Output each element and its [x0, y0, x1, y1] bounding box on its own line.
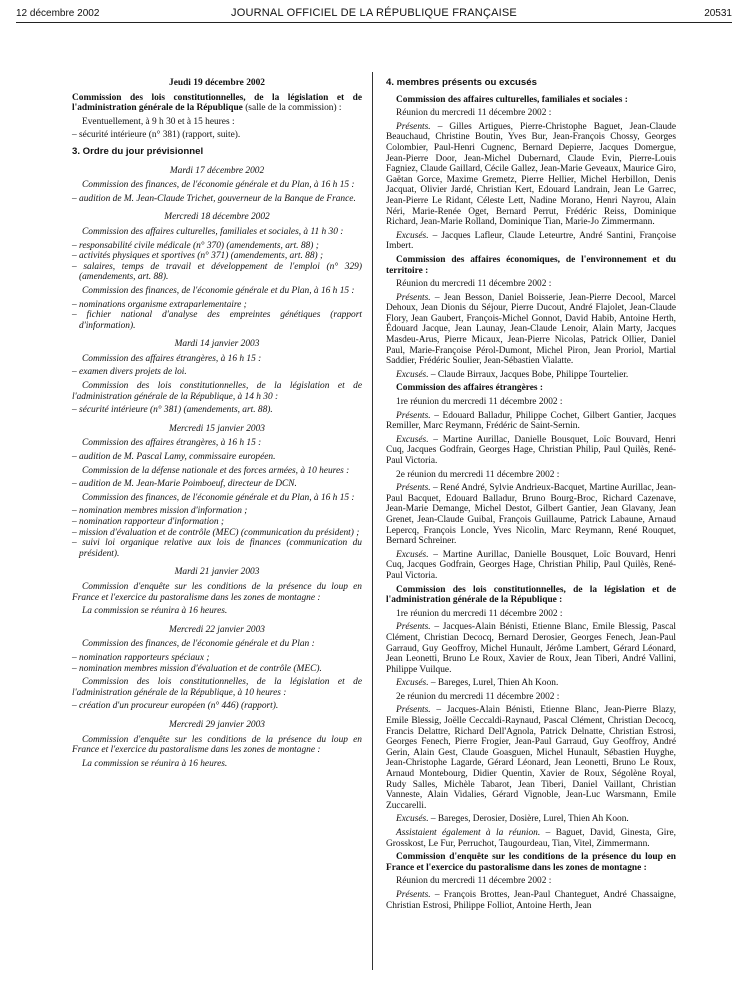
- agenda-item: – examen divers projets de loi.: [72, 367, 187, 378]
- agenda-item: – responsabilité civile médicale (n° 370) (amendements, art. 88) ;: [72, 240, 319, 251]
- date-heading: Mercredi 18 décembre 2002: [164, 212, 270, 223]
- left-column: [72, 78, 362, 772]
- agenda-item: – nomination membres mission d'information ;: [72, 506, 248, 517]
- agenda-item: – nomination rapporteur d'information ;: [72, 517, 225, 527]
- agenda-item: – fichier national d'analyse des empreintes génétiques (rapport d'information).: [72, 310, 362, 331]
- header-page-number: 20531: [704, 8, 732, 19]
- commission-line: Commission d'enquête sur les conditions de la présence du loup en France et l'exercice du pastoralisme dans les zones de montagne :: [72, 734, 362, 756]
- header-rule: [16, 22, 732, 23]
- present-list: Présents. – Gilles Artigues, Pierre-Christophe Baguet, Jean-Claude Beauchaud, Christine Boutin, Yves Bur, Jean-François Chossy, Georges Colombier, Paul-Henri Cugnenc, Bernard Depierre, Jacques Domergue, Jean-Pierre Door, Jean-Michel Dubernard, Claude Evin, Pierre-Louis Fagniez, Claude Gaillard, Cécile Gallez, Jean-Marie Geveaux, Maurice Giro, Gaëtan Gorce, Maxime Gremetz, Pierre Hellier, Michel Herbillon, Denis Jacquat, Olivier Jardé, Christian Kert, Edouard Landrain, Jean Le Garrec, Jean-Pierre Le Ridant, Céleste Lett, Nadine Morano, Henri Nayrou, Alain Néri, Marie-Renée Oget, Bernard Perrut, Frédéric Reiss, Dominique Richard, Jean-Marie Rolland, Dominique Tian, Marie-Jo Zimmermann.: [386, 121, 676, 228]
- commission-line: Commission de la défense nationale et des forces armées, à 10 heures :: [82, 465, 350, 476]
- header-date: 12 décembre 2002: [16, 8, 100, 19]
- present-list: Présents. – François Brottes, Jean-Paul Chanteguet, André Chassaigne, Christian Estrosi, Philippe Folliot, Antoine Herth, Jean: [386, 889, 676, 911]
- agenda-item: – activités physiques et sportives (n° 371) (amendements, art. 88) ;: [72, 251, 324, 262]
- commission-heading: Commission des lois constitutionnelles, de la législation et de l'administration générale de la République :: [386, 584, 676, 606]
- agenda-item: – nominations organisme extraparlementaire ;: [72, 299, 247, 310]
- date-heading: Mardi 17 décembre 2002: [169, 165, 265, 176]
- present-list: Présents. – Edouard Balladur, Philippe Cochet, Gilbert Gantier, Jacques Remiller, Marc Reymann, Frédéric de Saint-Sernin.: [386, 410, 676, 432]
- commission-heading: Commission des lois constitutionnelles, de la législation et de l'administration générale de la République (salle de la commission) :: [72, 92, 362, 114]
- commission-line: Commission des affaires étrangères, à 16 h 15 :: [82, 353, 262, 364]
- agenda-item: – nomination rapporteurs spéciaux ;: [72, 652, 210, 663]
- commission-line: Commission des affaires culturelles, familiales et sociales, à 11 h 30 :: [82, 226, 344, 237]
- agenda-item: – audition de M. Jean-Claude Trichet, gouverneur de la Banque de France.: [72, 193, 356, 204]
- excused-list: Excusés. – Bareges, Lurel, Thien Ah Koon.: [396, 678, 559, 689]
- commission-heading: Commission des affaires économiques, de l'environnement et du territoire :: [386, 254, 676, 276]
- meeting-line: 2e réunion du mercredi 11 décembre 2002 :: [396, 469, 560, 480]
- date-heading: Mercredi 22 janvier 2003: [169, 624, 265, 635]
- date-heading: Mardi 14 janvier 2003: [174, 339, 260, 350]
- header-title: JOURNAL OFFICIEL DE LA RÉPUBLIQUE FRANÇAISE: [231, 7, 517, 19]
- agenda-item: – mission d'évaluation et de contrôle (MEC) (communication du président) ;: [72, 527, 360, 538]
- commission-heading: Commission des affaires étrangères :: [396, 383, 544, 394]
- excused-list: Excusés. – Bareges, Derosier, Dosière, Lurel, Thien Ah Koon.: [396, 814, 629, 825]
- meeting-time: Eventuellement, à 9 h 30 et à 15 heures :: [82, 116, 235, 127]
- commission-heading: Commission des affaires culturelles, familiales et sociales :: [396, 94, 628, 105]
- agenda-list: [72, 300, 362, 332]
- agenda-item: – sécurité intérieure (n° 381) (rapport, suite).: [72, 130, 241, 141]
- commission-line: Commission des lois constitutionnelles, de la législation et de l'administration générale de la République, à 10 heures :: [72, 677, 362, 698]
- agenda-item: – audition de M. Jean-Marie Poimboeuf, directeur de DCN.: [72, 479, 297, 490]
- agenda-note: La commission se réunira à 16 heures.: [82, 606, 228, 617]
- date-heading: Mercredi 29 janvier 2003: [169, 719, 265, 730]
- agenda-item: – suivi loi organique relative aux lois de finances (communication du président).: [72, 538, 362, 559]
- excused-list: Excusés. – Jacques Lafleur, Claude Leteurtre, André Santini, Françoise Imbert.: [386, 230, 676, 252]
- meeting-line: Réunion du mercredi 11 décembre 2002 :: [396, 108, 552, 119]
- meeting-line: 1re réunion du mercredi 11 décembre 2002 :: [396, 397, 563, 408]
- meeting-line: 1re réunion du mercredi 11 décembre 2002 :: [396, 608, 563, 619]
- date-heading: Jeudi 19 décembre 2002: [169, 78, 265, 88]
- agenda-list: [72, 653, 362, 674]
- agenda-list: [72, 130, 362, 141]
- commission-line: Commission des finances, de l'économie générale et du Plan :: [82, 639, 315, 650]
- agenda-item: – nomination membres mission d'évaluation et de contrôle (MEC).: [72, 663, 322, 674]
- agenda-list: [72, 506, 362, 559]
- meeting-line: Réunion du mercredi 11 décembre 2002 :: [396, 279, 552, 290]
- commission-line: Commission des finances, de l'économie générale et du Plan, à 16 h 15 :: [82, 285, 355, 296]
- meeting-line: Réunion du mercredi 11 décembre 2002 :: [396, 876, 552, 887]
- present-list: Présents. – René André, Sylvie Andrieux-Bacquet, Martine Aurillac, Jean-Paul Bacquet, Edouard Balladur, Bruno Bourg-Broc, Richard Cazenave, Jean-Marie Demange, Michel Destot, Gilbert Gantier, Jean Glavany, Jean Grenet, Jean-Claude Guibal, François Guillaume, Patrick Labaune, Arnaud Lepercq, François Loncle, Yves Nicolin, Marc Reymann, René Rouquet, Bernard Schreiner.: [386, 483, 676, 547]
- commission-line: Commission des finances, de l'économie générale et du Plan, à 16 h 15 :: [82, 492, 355, 503]
- excused-list: Excusés. – Claude Birraux, Jacques Bobe, Philippe Tourtelier.: [396, 369, 629, 380]
- agenda-item: – salaires, temps de travail et développement de l'emploi (n° 329) (amendements, art. 88).: [72, 261, 362, 283]
- present-list: Présents. – Jacques-Alain Bénisti, Etienne Blanc, Emile Blessig, Pascal Clément, Christian Decocq, Bernard Derosier, Georges Fenech, Jean-Paul Garraud, Guy Geoffroy, Michel Hunault, Jérôme Lambert, Gérard Léonard, Jean Leonetti, Bruno Le Roux, Xavier de Roux, Jean Tiberi, André Vallini, Philippe Vuilque.: [386, 622, 676, 675]
- meeting-line: 2e réunion du mercredi 11 décembre 2002 :: [396, 691, 560, 702]
- section-heading-4: 4. membres présents ou excusés: [386, 77, 537, 88]
- excused-list: Excusés. – Martine Aurillac, Danielle Bousquet, Loïc Bouvard, Henri Cuq, Jacques Godfrain, Georges Hage, Christian Philip, Paul Quilès, René-Paul Victoria.: [386, 549, 676, 581]
- agenda-item: – création d'un procureur européen (n° 446) (rapport).: [72, 701, 279, 712]
- date-heading: Mercredi 15 janvier 2003: [169, 423, 265, 434]
- section-heading-3: 3. Ordre du jour prévisionnel: [72, 145, 204, 157]
- commission-line: Commission des affaires étrangères, à 16 h 15 :: [82, 438, 262, 449]
- excused-list: Excusés. – Martine Aurillac, Danielle Bousquet, Loïc Bouvard, Henri Cuq, Jacques Godfrain, Georges Hage, Christian Philip, Paul Quilès, René-Paul Victoria.: [386, 434, 676, 466]
- agenda-list: [72, 241, 362, 283]
- agenda-list: [72, 194, 362, 205]
- agenda-list: [72, 452, 362, 463]
- commission-line: Commission d'enquête sur les conditions de la présence du loup en France et l'exercice du pastoralisme dans les zones de montagne :: [72, 581, 362, 603]
- agenda-item: – audition de M. Pascal Lamy, commissaire européen.: [72, 452, 276, 463]
- commission-heading: Commission d'enquête sur les conditions de la présence du loup en France et l'exercice du pastoralisme dans les zones de montagne :: [386, 852, 676, 873]
- date-heading: Mardi 21 janvier 2003: [174, 567, 260, 578]
- agenda-list: [72, 367, 362, 378]
- present-list: Présents. – Jacques-Alain Bénisti, Etienne Blanc, Jean-Pierre Blazy, Emile Blessig, Joëlle Ceccaldi-Raynaud, Pascal Clément, Christian Decocq, Francis Delattre, Richard Dell'Agnola, Patrick Delnatte, Christian Estrosi, Georges Fenech, Pierre Frogier, Jean-Paul Garraud, Guy Geoffroy, André Gerin, Alain Gest, Claude Goasguen, Michel Hunault, Sébastien Huyghe, Jean-Christophe Lagarde, Gérard Léonard, Jean Leonetti, Bruno Le Roux, Arnaud Montebourg, Didier Quentin, Xavier de Roux, Ségolène Royal, Rudy Salles, Michèle Tabarot, Jean Tiberi, Daniel Vaillant, Christian Vanneste, Alain Vidalies, Gérard Vignoble, Jean-Luc Warsmann, Emile Zuccarelli.: [386, 705, 676, 811]
- agenda-list: [72, 701, 362, 712]
- agenda-list: [72, 479, 362, 490]
- commission-line: Commission des lois constitutionnelles, de la législation et de l'administration générale de la République, à 14 h 30 :: [72, 381, 362, 402]
- attendees-list: Assistaient également à la réunion. – Baguet, David, Ginesta, Gire, Grosskost, Le Fur, Perruchot, Taugourdeau, Tian, Vitel, Zimmermann.: [386, 828, 677, 849]
- agenda-note: La commission se réunira à 16 heures.: [82, 758, 228, 769]
- commission-line: Commission des finances, de l'économie générale et du Plan, à 16 h 15 :: [82, 180, 355, 191]
- agenda-list: [72, 405, 362, 416]
- agenda-item: – sécurité intérieure (n° 381) (amendements, art. 88).: [72, 405, 273, 416]
- column-divider: [372, 72, 373, 970]
- right-column: [386, 78, 676, 914]
- present-list: Présents. – Jean Besson, Daniel Boisserie, Jean-Pierre Decool, Marcel Dehoux, Jean Dionis du Séjour, Pierre Ducout, André Flajolet, Jean-Claude Flory, Jean Gaubert, François-Michel Gonnot, David Habib, Antoine Herth, Édouard Jacque, Jean Launay, Jean-Claude Lenoir, Alain Marty, Jacques Masdeu-Arus, Pierre Micaux, Jean-Pierre Nicolas, Patrick Ollier, Daniel Paul, Marie-Françoise Pérol-Dumont, Michel Piron, Jean Proriol, Martial Saddier, Frédéric Soulier, Jean-Sébastien Vialatte.: [386, 292, 676, 367]
